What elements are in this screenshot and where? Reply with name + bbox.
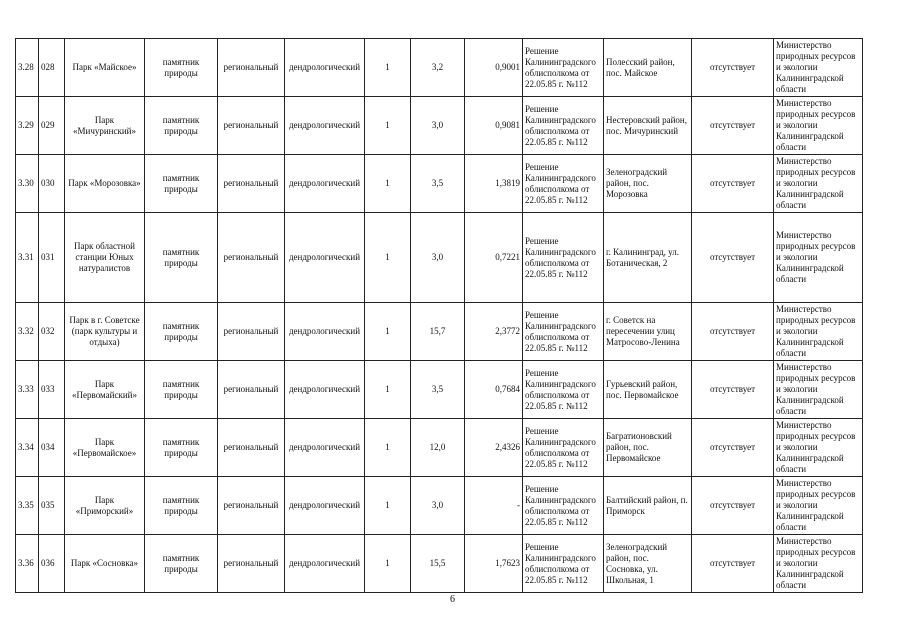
cell-name: Парк «Майское» [65, 39, 145, 97]
cell-significance: региональный [218, 535, 285, 593]
cell-profile: дендрологический [285, 535, 365, 593]
cell-agency: Министерство природных ресурсов и экологии Калининградской области [774, 477, 863, 535]
table-row [16, 535, 863, 593]
cell-profile: дендрологический [285, 97, 365, 155]
cell-count: 1 [365, 303, 411, 361]
cell-num: 3.32 [16, 303, 39, 361]
cell-zone: 1,7623 [465, 535, 523, 593]
cell-num: 3.30 [16, 155, 39, 213]
cell-code: 030 [39, 155, 65, 213]
cell-location: г. Советск на пересечении улиц Матросово-Ленина [604, 303, 692, 361]
cell-agency: Министерство природных ресурсов и экологии Калининградской области [774, 39, 863, 97]
cell-decision: Решение Калининградского облисполкома от 22.05.85 г. №112 [523, 97, 604, 155]
cell-agency: Министерство природных ресурсов и экологии Калининградской области [774, 419, 863, 477]
cell-num: 3.34 [16, 419, 39, 477]
cell-category: памятник природы [145, 155, 218, 213]
cell-category: памятник природы [145, 97, 218, 155]
cell-profile: дендрологический [285, 419, 365, 477]
cell-decision: Решение Калининградского облисполкома от 22.05.85 г. №112 [523, 419, 604, 477]
cell-buffer: отсутствует [692, 303, 774, 361]
cell-zone: 2,3772 [465, 303, 523, 361]
cell-code: 031 [39, 213, 65, 303]
cell-code: 029 [39, 97, 65, 155]
table-row [16, 213, 863, 303]
cell-name: Парк «Сосновка» [65, 535, 145, 593]
cell-area: 3,0 [411, 213, 465, 303]
cell-area: 3,0 [411, 477, 465, 535]
cell-profile: дендрологический [285, 155, 365, 213]
cell-category: памятник природы [145, 419, 218, 477]
cell-profile: дендрологический [285, 303, 365, 361]
cell-decision: Решение Калининградского облисполкома от 22.05.85 г. №112 [523, 213, 604, 303]
cell-code: 034 [39, 419, 65, 477]
cell-buffer: отсутствует [692, 39, 774, 97]
cell-num: 3.33 [16, 361, 39, 419]
page-number: 6 [450, 594, 455, 605]
cell-category: памятник природы [145, 535, 218, 593]
cell-code: 033 [39, 361, 65, 419]
cell-significance: региональный [218, 477, 285, 535]
cell-num: 3.36 [16, 535, 39, 593]
cell-area: 3,5 [411, 155, 465, 213]
cell-code: 036 [39, 535, 65, 593]
table-row [16, 97, 863, 155]
cell-buffer: отсутствует [692, 155, 774, 213]
cell-location: Нестеровский район, пос. Мичуринский [604, 97, 692, 155]
cell-location: Зеленоградский район, пос. Сосновка, ул. Школьная, 1 [604, 535, 692, 593]
table-row [16, 477, 863, 535]
cell-agency: Министерство природных ресурсов и экологии Калининградской области [774, 155, 863, 213]
cell-profile: дендрологический [285, 213, 365, 303]
cell-decision: Решение Калининградского облисполкома от 22.05.85 г. №112 [523, 477, 604, 535]
protected-areas-table [15, 38, 863, 593]
cell-num: 3.31 [16, 213, 39, 303]
cell-profile: дендрологический [285, 361, 365, 419]
cell-buffer: отсутствует [692, 361, 774, 419]
cell-decision: Решение Калининградского облисполкома от 22.05.85 г. №112 [523, 361, 604, 419]
cell-location: Полесский район, пос. Майское [604, 39, 692, 97]
cell-category: памятник природы [145, 39, 218, 97]
cell-name: Парк в г. Советске (парк культуры и отдыха) [65, 303, 145, 361]
cell-significance: региональный [218, 213, 285, 303]
cell-significance: региональный [218, 155, 285, 213]
cell-area: 12,0 [411, 419, 465, 477]
cell-agency: Министерство природных ресурсов и экологии Калининградской области [774, 97, 863, 155]
cell-location: Балтийский район, п. Приморск [604, 477, 692, 535]
cell-count: 1 [365, 155, 411, 213]
cell-agency: Министерство природных ресурсов и экологии Калининградской области [774, 535, 863, 593]
cell-location: Зеленоградский район, пос. Морозовка [604, 155, 692, 213]
cell-significance: региональный [218, 361, 285, 419]
cell-count: 1 [365, 361, 411, 419]
cell-area: 3,5 [411, 361, 465, 419]
table-row [16, 361, 863, 419]
cell-zone: 1,3819 [465, 155, 523, 213]
cell-category: памятник природы [145, 213, 218, 303]
table-row [16, 303, 863, 361]
cell-num: 3.35 [16, 477, 39, 535]
table-row [16, 155, 863, 213]
cell-count: 1 [365, 419, 411, 477]
cell-significance: региональный [218, 97, 285, 155]
cell-profile: дендрологический [285, 39, 365, 97]
cell-name: Парк «Первомайское» [65, 419, 145, 477]
cell-name: Парк «Приморский» [65, 477, 145, 535]
cell-area: 3,0 [411, 97, 465, 155]
cell-zone: 0,7684 [465, 361, 523, 419]
table-row [16, 419, 863, 477]
cell-count: 1 [365, 39, 411, 97]
cell-area: 15,5 [411, 535, 465, 593]
cell-name: Парк «Мичуринский» [65, 97, 145, 155]
cell-name: Парк «Первомайский» [65, 361, 145, 419]
cell-agency: Министерство природных ресурсов и экологии Калининградской области [774, 303, 863, 361]
cell-count: 1 [365, 535, 411, 593]
cell-zone: 0,9081 [465, 97, 523, 155]
cell-agency: Министерство природных ресурсов и экологии Калининградской области [774, 213, 863, 303]
cell-decision: Решение Калининградского облисполкома от 22.05.85 г. №112 [523, 535, 604, 593]
cell-decision: Решение Калининградского облисполкома от 22.05.85 г. №112 [523, 39, 604, 97]
cell-decision: Решение Калининградского облисполкома от 22.05.85 г. №112 [523, 303, 604, 361]
cell-area: 15,7 [411, 303, 465, 361]
cell-name: Парк областной станции Юных натуралистов [65, 213, 145, 303]
cell-location: г. Калининград, ул. Ботаническая, 2 [604, 213, 692, 303]
cell-zone: 0,9001 [465, 39, 523, 97]
cell-code: 028 [39, 39, 65, 97]
cell-significance: региональный [218, 39, 285, 97]
cell-name: Парк «Морозовка» [65, 155, 145, 213]
cell-code: 032 [39, 303, 65, 361]
cell-profile: дендрологический [285, 477, 365, 535]
cell-count: 1 [365, 213, 411, 303]
cell-agency: Министерство природных ресурсов и экологии Калининградской области [774, 361, 863, 419]
cell-significance: региональный [218, 303, 285, 361]
cell-zone: 2,4326 [465, 419, 523, 477]
cell-buffer: отсутствует [692, 213, 774, 303]
cell-code: 035 [39, 477, 65, 535]
cell-zone: - [465, 477, 523, 535]
cell-location: Багратионовский район, пос. Первомайское [604, 419, 692, 477]
cell-category: памятник природы [145, 477, 218, 535]
cell-category: памятник природы [145, 361, 218, 419]
cell-category: памятник природы [145, 303, 218, 361]
table-row [16, 39, 863, 97]
cell-area: 3,2 [411, 39, 465, 97]
cell-count: 1 [365, 97, 411, 155]
cell-zone: 0,7221 [465, 213, 523, 303]
cell-significance: региональный [218, 419, 285, 477]
cell-location: Гурьевский район, пос. Первомайское [604, 361, 692, 419]
cell-num: 3.28 [16, 39, 39, 97]
cell-count: 1 [365, 477, 411, 535]
cell-decision: Решение Калининградского облисполкома от 22.05.85 г. №112 [523, 155, 604, 213]
cell-buffer: отсутствует [692, 419, 774, 477]
cell-buffer: отсутствует [692, 535, 774, 593]
cell-num: 3.29 [16, 97, 39, 155]
cell-buffer: отсутствует [692, 97, 774, 155]
cell-buffer: отсутствует [692, 477, 774, 535]
